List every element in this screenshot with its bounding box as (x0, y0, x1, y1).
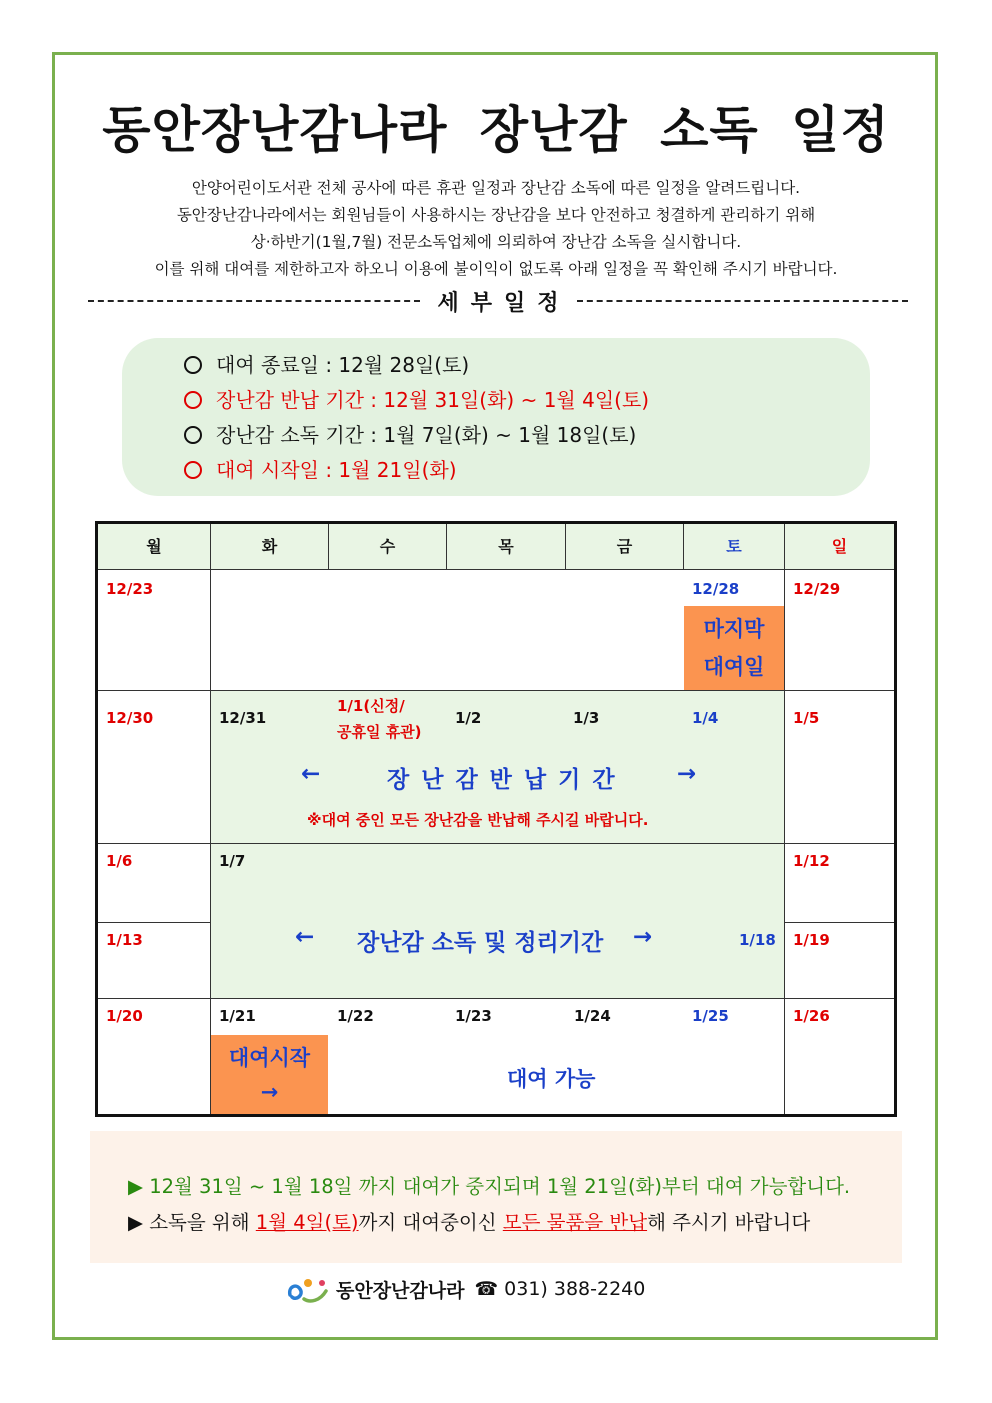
section-divider (88, 286, 908, 316)
weekday-fri: 금 (566, 524, 684, 570)
right-arrow-icon: → (633, 924, 653, 950)
summary-item-sanitize-period: 장난감 소독 기간 : 1월 7일(화) ~ 1월 18일(토) (184, 420, 636, 450)
rental-start-badge: 대여시작 → (211, 1035, 328, 1114)
return-note: ※대여 중인 모든 장난감을 반납해 주시길 바랍니다. (307, 811, 649, 829)
rental-available-label: 대여 가능 (507, 1067, 596, 1091)
date-label: 1/12 (793, 852, 830, 870)
cell-week4-mon (98, 923, 211, 999)
weekday-sat: 토 (684, 524, 785, 570)
weekday-sun: 일 (785, 524, 894, 570)
cell-week4-sun (785, 923, 894, 999)
circle-bullet-icon (184, 461, 202, 479)
date-label: 1/7 (219, 852, 246, 870)
date-label: 1/20 (106, 1007, 143, 1025)
date-label: 12/28 (692, 580, 740, 598)
library-logo-icon (286, 1273, 332, 1305)
schedule-summary (122, 338, 870, 496)
date-label: 1/3 (573, 709, 600, 727)
circle-bullet-icon (184, 356, 202, 374)
date-label: 1/1(신정/ (337, 697, 405, 715)
cell-week1-sat (684, 570, 785, 691)
footer-name: 동안장난감나라 (336, 1279, 465, 1302)
date-label: 1/21 (219, 1007, 256, 1025)
cell-week5-mon (98, 999, 211, 1114)
date-label: 1/25 (692, 1007, 729, 1025)
notice-line-2: ▶ 소독을 위해 1월 4일(토)까지 대여중이신 모든 물품을 반납해 주시기 바랍니다 (128, 1211, 811, 1234)
date-label: 1/19 (793, 931, 830, 949)
date-label: 1/5 (793, 709, 820, 727)
footer-contact (286, 1273, 645, 1305)
calendar-table (95, 521, 897, 1117)
right-arrow-icon: → (677, 761, 697, 787)
weekday-tue: 화 (211, 524, 329, 570)
date-label: 1/4 (692, 709, 719, 727)
cell-week1-mon (98, 570, 211, 691)
weekday-wed: 수 (329, 524, 447, 570)
summary-item-return-period: 장난감 반납 기간 : 12월 31일(화) ~ 1월 4일(토) (184, 385, 649, 415)
cell-week2-mon (98, 691, 211, 844)
left-arrow-icon: ← (295, 924, 315, 950)
date-label: 12/30 (106, 709, 154, 727)
date-label: 1/18 (739, 931, 776, 949)
right-arrow-icon: → (260, 1080, 279, 1104)
summary-item-rental-start: 대여 시작일 : 1월 21일(화) (184, 455, 457, 485)
circle-bullet-icon (184, 391, 202, 409)
sanitize-period-block (211, 844, 785, 999)
weekday-thu: 목 (447, 524, 566, 570)
footer-phone: 031) 388-2240 (504, 1278, 646, 1300)
cell-week2-sun (785, 691, 894, 844)
cell-week1-tue-fri (211, 570, 684, 691)
date-label: 12/29 (793, 580, 841, 598)
last-rental-day-badge: 마지막 대여일 (684, 606, 784, 690)
date-label: 1/2 (455, 709, 482, 727)
section-title: 세부일정 (437, 290, 571, 316)
holiday-note: 공휴일 휴관) (337, 723, 422, 741)
return-period-label: 장 난 감 반 납 기 간 (387, 767, 617, 793)
cell-week5-sun (785, 999, 894, 1114)
circle-bullet-icon (184, 426, 202, 444)
notice-line-1: ▶ 12월 31일 ~ 1월 18일 까지 대여가 중지되며 1월 21일(화)부터 대여 가능합니다. (128, 1175, 851, 1198)
date-label: 1/13 (106, 931, 143, 949)
summary-item-rental-end: 대여 종료일 : 12월 28일(토) (184, 350, 469, 380)
cell-week5-tue (211, 999, 329, 1114)
date-label: 1/22 (337, 1007, 374, 1025)
page-title: 동안장난감나라 장난감 소독 일정 (102, 101, 890, 159)
cell-week3-mon (98, 844, 211, 923)
intro-line-1: 안양어린이도서관 전체 공사에 따른 휴관 일정과 장난감 소독에 따른 일정을 알려드립니다. (191, 179, 801, 197)
divider-line-right (577, 300, 909, 302)
divider-line-left (88, 300, 420, 302)
intro-line-3: 상·하반기(1월,7월) 전문소독업체에 의뢰하여 장난감 소독을 실시합니다. (250, 233, 742, 251)
intro-line-4: 이를 위해 대여를 제한하고자 하오니 이용에 불이익이 없도록 아래 일정을 꼭 확인해 주시기 바랍니다. (154, 260, 838, 278)
date-label: 12/31 (219, 709, 267, 727)
cell-week3-sun (785, 844, 894, 923)
intro-line-2: 동안장난감나라에서는 회원님들이 사용하시는 장난감을 보다 안전하고 청결하게 관리하기 위해 (176, 206, 816, 224)
date-label: 1/26 (793, 1007, 830, 1025)
rental-available-block (329, 999, 785, 1114)
date-label: 1/24 (574, 1007, 611, 1025)
return-period-block (211, 691, 785, 844)
notice-box (90, 1131, 902, 1263)
date-label: 12/23 (106, 580, 154, 598)
left-arrow-icon: ← (301, 761, 321, 787)
date-label: 1/23 (455, 1007, 492, 1025)
phone-icon: ☎ (474, 1278, 499, 1300)
weekday-mon: 월 (98, 524, 211, 570)
sanitize-period-label: 장난감 소독 및 정리기간 (357, 930, 604, 956)
date-label: 1/6 (106, 852, 133, 870)
cell-week1-sun (785, 570, 894, 691)
